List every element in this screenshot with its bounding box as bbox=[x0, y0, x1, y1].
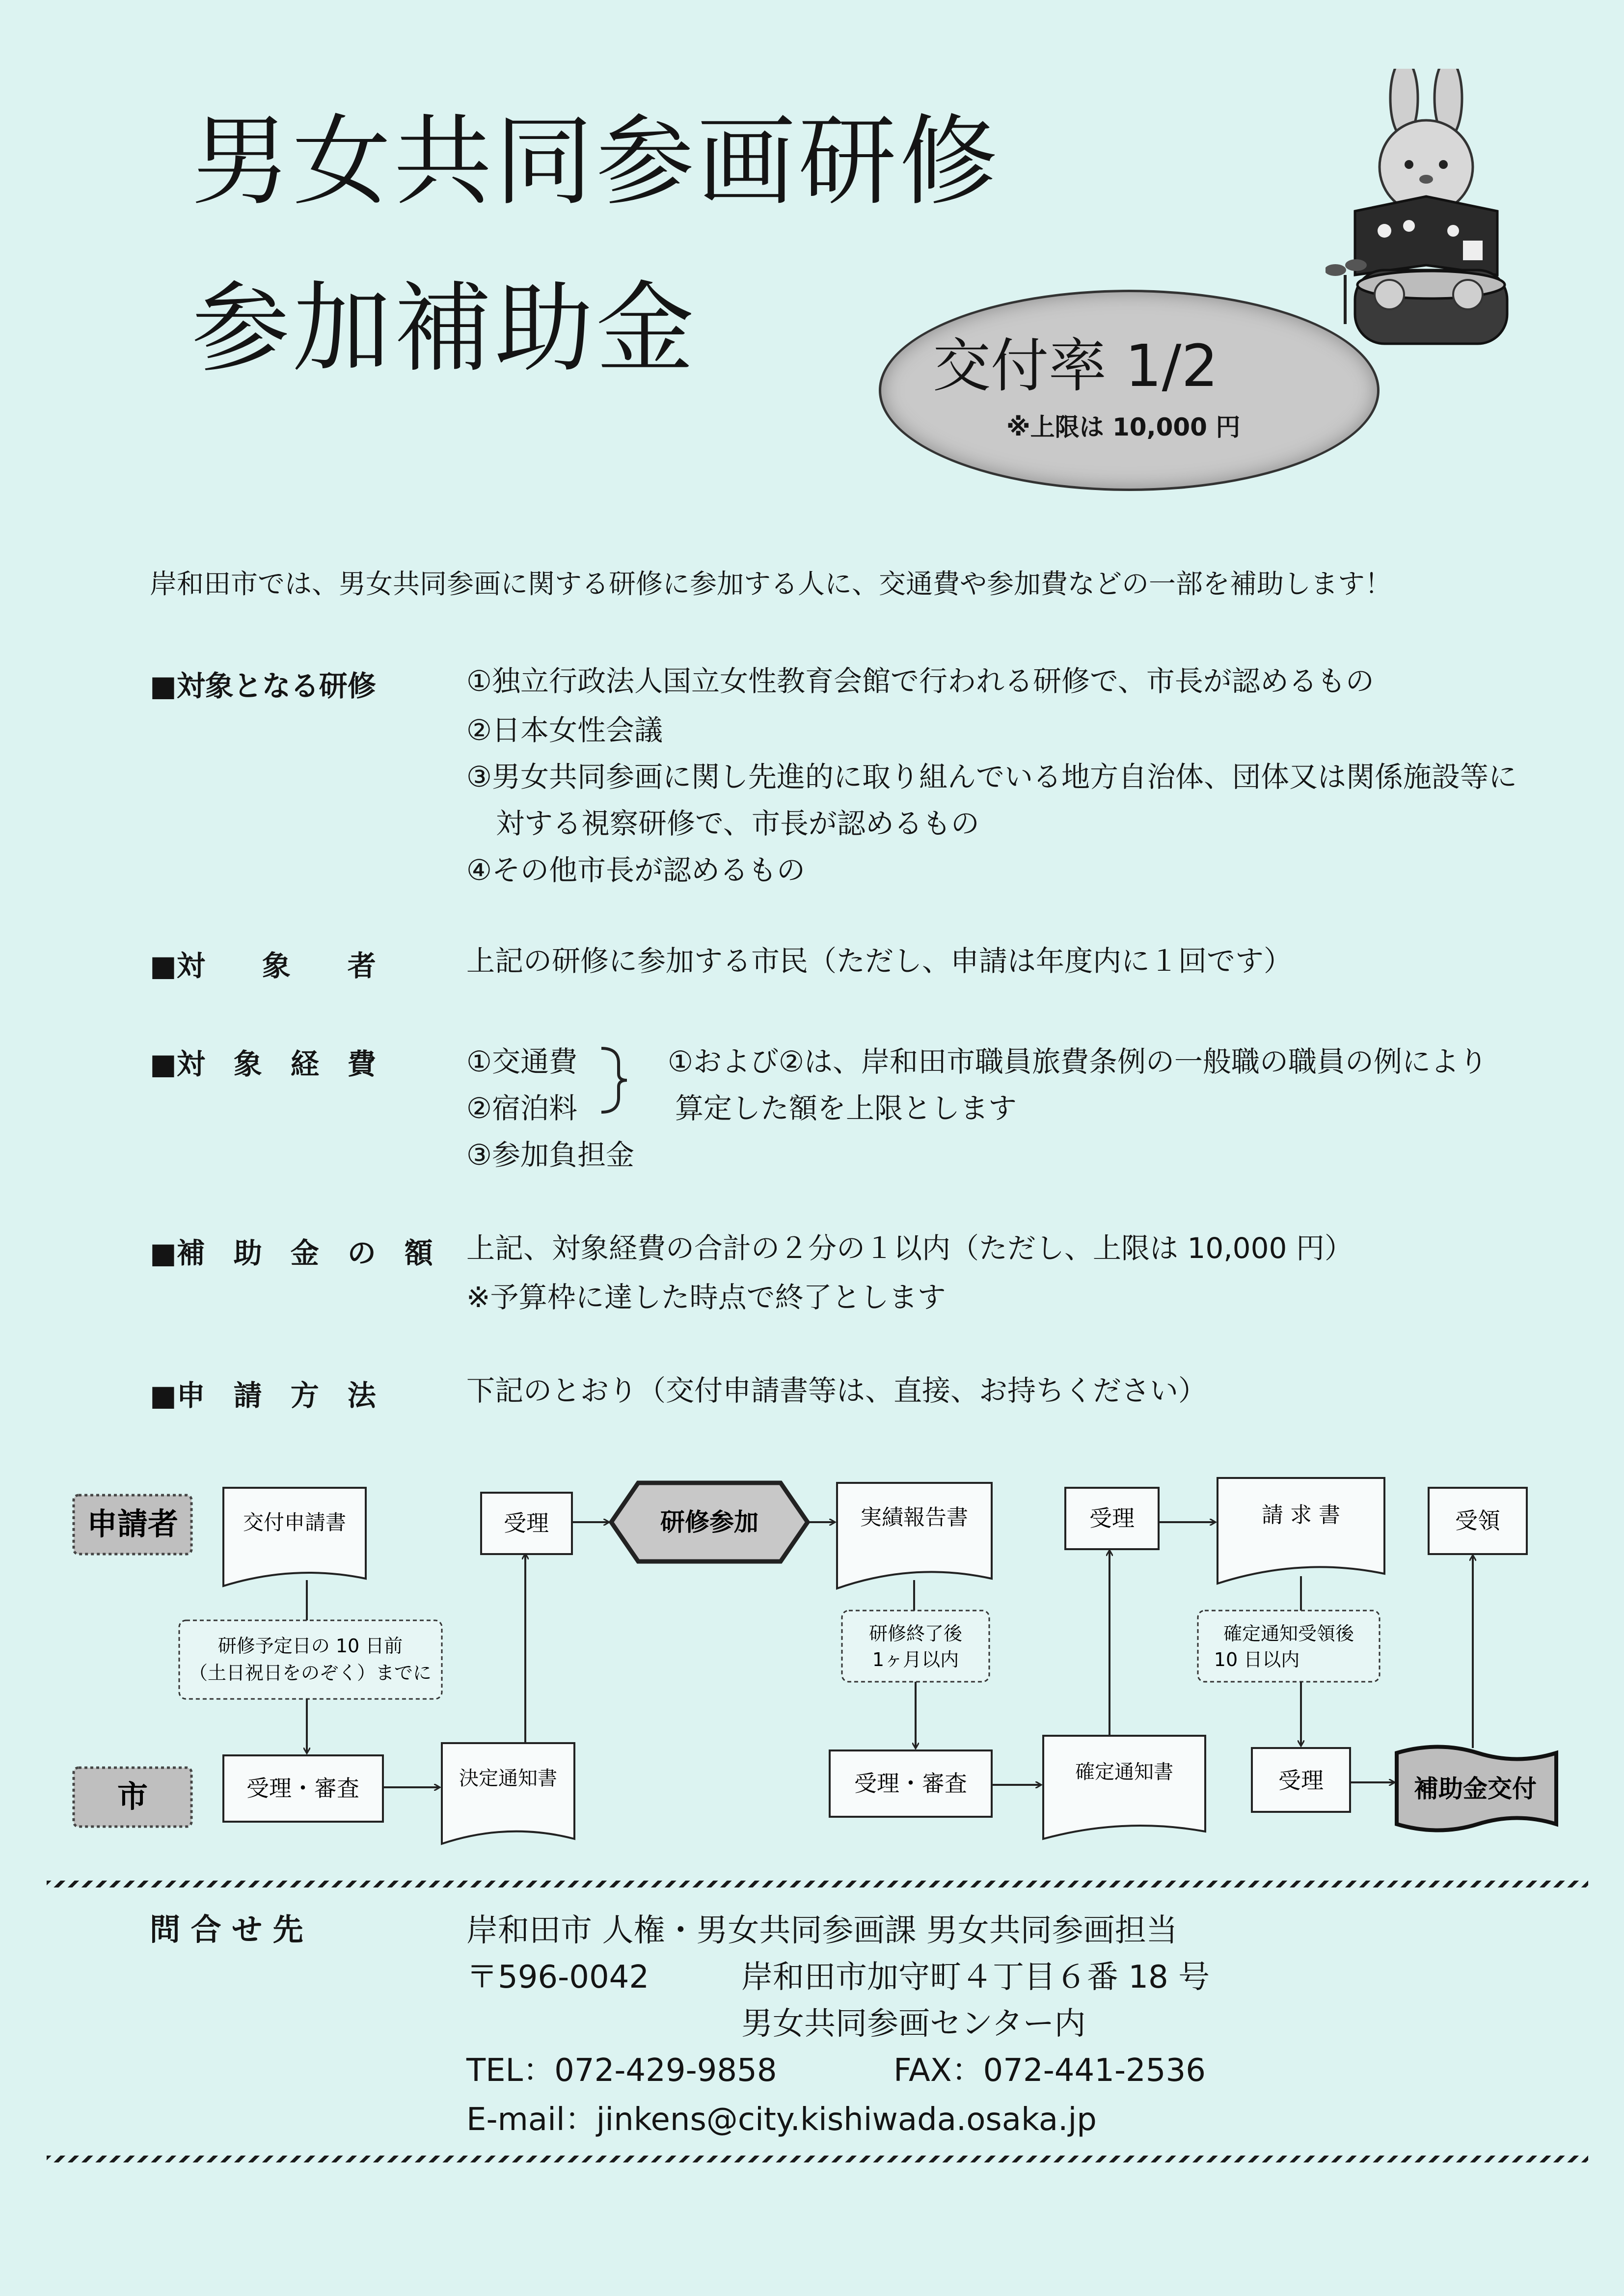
training-item-3: ③男女共同参画に関し先進的に取り組んでいる地方自治体、団体又は関係施設等に bbox=[466, 760, 1517, 793]
application-flowchart bbox=[0, 1463, 1624, 1886]
receipt-2-text: 受理 bbox=[1089, 1505, 1135, 1531]
title-line-1: 男女共同参画研修 bbox=[191, 105, 1001, 219]
contact-department: 岸和田市 人権・男女共同参画課 男女共同参画担当 bbox=[466, 1913, 1178, 1949]
amount-label: ■補 助 金 の 額 bbox=[150, 1236, 433, 1270]
eligible-label: ■対 象 者 bbox=[150, 949, 376, 983]
contact-postal: 〒596-0042 bbox=[466, 1959, 650, 1995]
grant-payment-text: 補助金交付 bbox=[1414, 1775, 1537, 1803]
received-text: 受領 bbox=[1455, 1507, 1500, 1534]
expense-bracket bbox=[596, 1043, 631, 1117]
after-confirm-line-1: 確定通知受領後 bbox=[1223, 1623, 1354, 1644]
application-form-box bbox=[223, 1488, 366, 1586]
contact-label: 問 合 せ 先 bbox=[150, 1912, 303, 1947]
contact-building: 男女共同参画センター内 bbox=[741, 2006, 1086, 2042]
deadline-note-box bbox=[179, 1620, 442, 1699]
rate-text: 交付率 1/2 bbox=[933, 332, 1218, 400]
application-form-text: 交付申請書 bbox=[243, 1510, 347, 1534]
sprout-leaf-right bbox=[1345, 259, 1367, 271]
book-pattern-1 bbox=[1378, 224, 1391, 238]
open-book bbox=[1355, 196, 1497, 275]
after-confirm-note-box bbox=[1198, 1611, 1380, 1682]
contact-fax: FAX：072-441-2536 bbox=[893, 2052, 1206, 2089]
title-line-2: 参加補助金 bbox=[191, 272, 698, 386]
receipt-review-2-text: 受理・審査 bbox=[854, 1770, 967, 1797]
rabbit-eye-left bbox=[1405, 160, 1413, 169]
applicant-role-label bbox=[74, 1495, 191, 1554]
training-participation-text: 研修参加 bbox=[660, 1508, 758, 1536]
book-pattern-3 bbox=[1447, 225, 1459, 237]
receipt-review-1-text: 受理・審査 bbox=[246, 1775, 359, 1802]
rabbit-nose bbox=[1419, 175, 1433, 184]
contact-email: E-mail：jinkens@city.kishiwada.osaka.jp bbox=[466, 2102, 1097, 2138]
rabbit-eye-right bbox=[1439, 160, 1448, 169]
confirmation-notice-box bbox=[1043, 1736, 1205, 1839]
deadline-line-1: 研修予定日の 10 日前 bbox=[217, 1635, 403, 1657]
book-pattern-2 bbox=[1403, 220, 1415, 232]
receipt-1-text: 受理 bbox=[504, 1510, 549, 1536]
city-role-label bbox=[74, 1768, 191, 1827]
after-training-line-2: 1ヶ月以内 bbox=[872, 1649, 959, 1670]
intro-text: 岸和田市では、男女共同参画に関する研修に参加する人に、交通費や参加費などの一部を補助します！ bbox=[150, 568, 1392, 600]
sprout-leaf-left bbox=[1326, 264, 1346, 276]
method-text: 下記のとおり（交付申請書等は、直接、お持ちください） bbox=[466, 1374, 1207, 1407]
cap-text: ※上限は 10,000 円 bbox=[1006, 413, 1241, 441]
deadline-line-2: （土日祝日をのぞく）までに bbox=[189, 1662, 432, 1684]
training-item-1: ①独立行政法人国立女性教育会館で行われる研修で、市長が認めるもの bbox=[466, 664, 1374, 698]
expense-item-2: ②宿泊料 bbox=[466, 1092, 577, 1125]
expense-note-line-1: ①および②は、岸和田市職員旅費条例の一般職の職員の例により bbox=[668, 1045, 1488, 1078]
divider-top bbox=[47, 1881, 1588, 1887]
invoice-box bbox=[1218, 1478, 1384, 1584]
training-item-4: ④その他市長が認めるもの bbox=[466, 853, 805, 887]
expense-note-line-2: 算定した額を上限とします bbox=[675, 1092, 1017, 1125]
confirmation-notice-text: 確定通知書 bbox=[1075, 1761, 1173, 1783]
method-label: ■申 請 方 法 bbox=[150, 1379, 376, 1412]
after-confirm-line-2: 10 日以内 bbox=[1214, 1649, 1300, 1670]
training-item-3-cont: 対する視察研修で、市長が認めるもの bbox=[496, 807, 979, 840]
divider-bottom bbox=[47, 2156, 1588, 2162]
decision-notice-box bbox=[442, 1743, 574, 1844]
contact-tel: TEL：072-429-9858 bbox=[466, 2052, 777, 2089]
city-label: 市 bbox=[117, 1778, 148, 1814]
decision-notice-text: 決定通知書 bbox=[459, 1767, 557, 1790]
expenses-label: ■対 象 経 費 bbox=[150, 1047, 376, 1081]
amount-note: ※予算枠に達した時点で終了とします bbox=[466, 1281, 946, 1314]
rabbit-foot-left bbox=[1375, 280, 1404, 309]
after-training-line-1: 研修終了後 bbox=[868, 1623, 963, 1644]
amount-text: 上記、対象経費の合計の２分の１以内（ただし、上限は 10,000 円） bbox=[466, 1231, 1353, 1265]
rabbit-foot-right bbox=[1453, 280, 1483, 309]
contact-address: 岸和田市加守町４丁目６番 18 号 bbox=[741, 1959, 1210, 1995]
report-box bbox=[837, 1483, 992, 1588]
eligible-text: 上記の研修に参加する市民（ただし、申請は年度内に１回です） bbox=[466, 944, 1293, 978]
applicant-label: 申請者 bbox=[86, 1506, 179, 1542]
training-item-2: ②日本女性会議 bbox=[466, 713, 663, 747]
rabbit-reading-illustration bbox=[1326, 69, 1551, 354]
book-pattern-4 bbox=[1463, 241, 1483, 260]
report-text: 実績報告書 bbox=[860, 1505, 968, 1530]
invoice-text: 請 求 書 bbox=[1262, 1503, 1340, 1528]
expense-item-1: ①交通費 bbox=[466, 1045, 577, 1078]
expense-item-3: ③参加負担金 bbox=[466, 1138, 634, 1172]
training-label: ■対象となる研修 bbox=[150, 669, 376, 703]
receipt-3-text: 受理 bbox=[1278, 1767, 1324, 1794]
after-training-note-box bbox=[842, 1611, 989, 1682]
